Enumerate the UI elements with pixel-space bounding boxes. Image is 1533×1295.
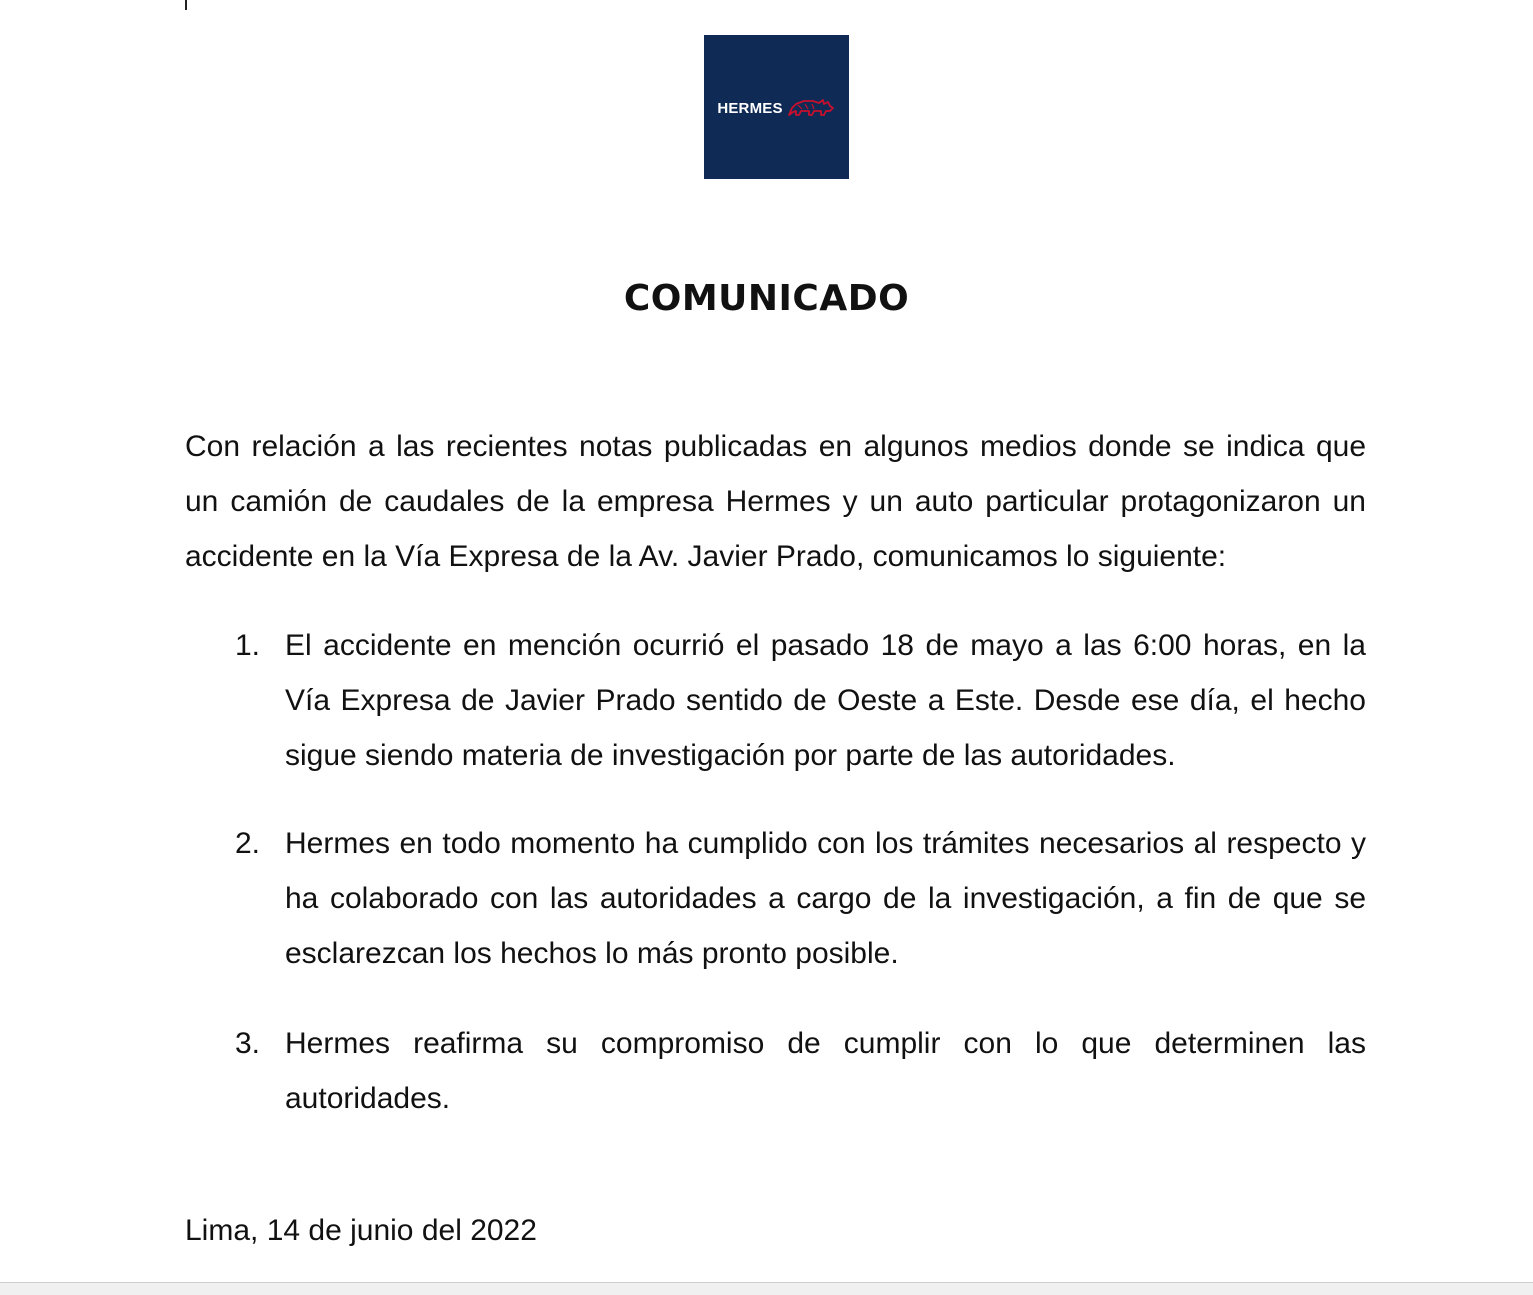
intro-paragraph: Con relación a las recientes notas publicadas en algunos medios donde se indica que un camión de caudales de la empresa Hermes y un auto particular protagonizaron un accidente en la Vía Expresa de la Av. Javier Prado, comunicamos lo siguiente: — [185, 430, 1366, 573]
page-title: COMUNICADO — [623, 278, 910, 319]
rhino-icon — [786, 96, 836, 120]
logo-content — [717, 96, 835, 120]
horizontal-scrollbar[interactable] — [0, 1282, 1533, 1295]
list-item-text: El accidente en mención ocurrió el pasado 18 de mayo a las 6:00 horas, en la Vía Expresa de Javier Prado sentido de Oeste a Este. Desde ese día, el hecho sigue siendo materia de investigación por parte de las autoridades. — [285, 629, 1366, 772]
list-item-text: Hermes en todo momento ha cumplido con los trámites necesarios al respecto y ha colaborado con las autoridades a cargo de la investigación, a fin de que se esclarezcan los hechos lo más pronto posible. — [285, 827, 1366, 970]
document-date: Lima, 14 de junio del 2022 — [185, 1214, 537, 1247]
logo-text: HERMES — [717, 99, 783, 117]
hermes-logo — [704, 35, 849, 179]
text-cursor — [185, 0, 187, 10]
list-item-number: 1. — [235, 629, 261, 662]
list-item-number: 2. — [235, 827, 261, 860]
list-item-number: 3. — [235, 1027, 261, 1060]
list-item-text: Hermes reafirma su compromiso de cumplir con lo que determinen las autoridades. — [285, 1027, 1366, 1115]
